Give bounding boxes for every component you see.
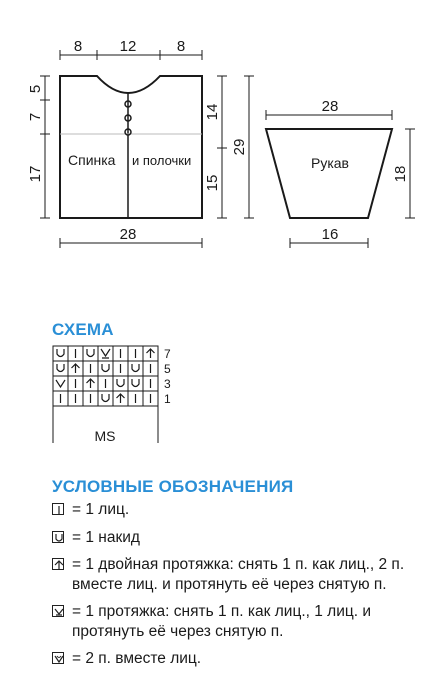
sleeve-outline — [266, 129, 392, 218]
height-label: 14 — [204, 103, 221, 121]
legend-item — [52, 555, 437, 594]
sleeve-label: Рукав — [311, 155, 349, 171]
row-number: 3 — [164, 377, 171, 391]
chart-cell — [113, 376, 128, 391]
row-number: 5 — [164, 362, 171, 376]
body-left-dimension — [40, 76, 50, 218]
legend-text: = 1 протяжка: снять 1 п. как лиц., 1 лиц. и протянуть её через снятую п. — [72, 603, 372, 640]
sleeve-width-label: 16 — [321, 226, 339, 243]
chart-cell — [83, 346, 98, 361]
chart-cell — [53, 376, 68, 391]
sleeve-height-label: 18 — [392, 165, 409, 183]
legend-item — [52, 500, 437, 520]
row-number: 1 — [164, 392, 171, 406]
legend-text: = 1 накид — [72, 528, 140, 546]
row-number: 7 — [164, 347, 171, 361]
yarn-over-icon — [52, 531, 64, 543]
schema-title: СХЕМА — [52, 320, 114, 339]
legend — [52, 500, 437, 677]
repeat-label: MS — [94, 428, 116, 444]
knit-stitch-icon — [52, 503, 64, 515]
garment-schematic — [0, 0, 443, 320]
double-decrease-icon — [52, 558, 64, 570]
chart-cell — [53, 361, 68, 376]
fronts-label: и полочки — [132, 153, 192, 168]
legend-item — [52, 649, 437, 669]
width-label: 12 — [119, 38, 137, 55]
legend-text: = 1 лиц. — [72, 501, 130, 518]
k2tog-icon — [52, 652, 64, 664]
legend-item — [52, 602, 437, 641]
chart-cell — [128, 376, 143, 391]
legend-text: = 1 двойная протяжка: снять 1 п. как лиц., 2 п. вместе лиц. и протянуть её через снятую п. — [72, 556, 405, 593]
legend-item — [52, 528, 437, 548]
body-outline — [60, 76, 202, 218]
chart-cell — [98, 346, 113, 361]
stitch-chart — [52, 345, 232, 455]
body-piece — [60, 76, 202, 218]
height-label: 5 — [27, 84, 44, 94]
width-label: 28 — [119, 226, 137, 243]
height-label: 17 — [27, 165, 44, 183]
single-decrease-icon — [52, 605, 64, 617]
height-label: 7 — [27, 112, 44, 122]
width-label: 8 — [73, 38, 83, 55]
chart-cell — [98, 361, 113, 376]
height-label: 29 — [231, 138, 248, 156]
width-label: 8 — [176, 38, 186, 55]
legend-title: УСЛОВНЫЕ ОБОЗНАЧЕНИЯ — [52, 477, 294, 496]
stitch-chart-grid — [53, 346, 158, 406]
sleeve-width-label: 28 — [321, 98, 339, 115]
height-label: 15 — [204, 174, 221, 192]
chart-cell — [128, 361, 143, 376]
chart-cell — [98, 391, 113, 406]
chart-cell — [53, 346, 68, 361]
back-label: Спинка — [68, 152, 116, 168]
legend-text: = 2 п. вместе лиц. — [72, 650, 202, 667]
